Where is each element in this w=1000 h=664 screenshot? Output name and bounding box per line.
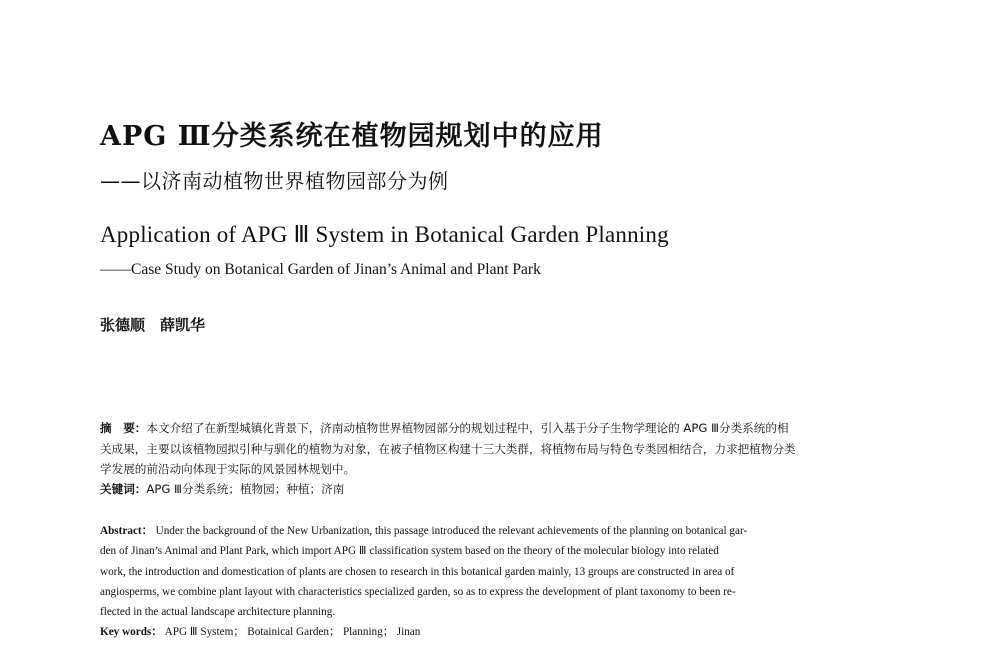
abstract-cn-line-3: 学发展的前沿动向体现于实际的风景园林规划中。 [100,462,356,476]
abstract-cn-line-1 [100,418,900,439]
abstract-en-line-2: den of Jinan’s Animal and Plant Park, which import APG Ⅲ classification system based on the theory of the molecular biology into related [100,545,719,558]
abstract-cn-text: 本文介绍了在新型城镇化背景下，济南动植物世界植物园部分的规划过程中，引入基于分子生物学理论的 APG Ⅲ分类系统的相 [146,421,789,435]
keywords-cn-value: APG Ⅲ分类系统；植物园；种植；济南 [146,482,345,496]
title-english: Application of APG Ⅲ System in Botanical Garden Planning [100,222,669,247]
abstract-chinese [100,418,900,480]
authors: 张德顺 薛凯华 [100,316,206,334]
keywords-cn-label: 关键词： [100,482,147,496]
subtitle-english: ——Case Study on Botanical Garden of Jinan’s Animal and Plant Park [100,261,541,278]
abstract-en-line-1 [100,521,895,541]
abstract-en-text: Under the background of the New Urbanization, this passage introduced the relevant achievements of the planning on botanical gar- [155,525,748,537]
keywords-chinese [100,481,344,497]
abstract-en-line-3: work, the introduction and domestication of plants are chosen to research in this botanical garden mainly, 13 groups are constructed in area of [100,565,735,578]
abstract-en-line-4: angiosperms, we combine plant layout with characteristics specialized garden, so as to express the development of plant taxonomy to been re- [100,585,736,598]
keywords-english [100,623,420,639]
keywords-en-label: Key words： [100,626,163,638]
keywords-en-value: APG Ⅲ System； Botainical Garden； Planning； Jinan [164,626,421,638]
abstract-en-label: Abstract： [100,525,153,537]
abstract-english [100,521,895,622]
abstract-cn-label: 摘 要： [100,421,147,435]
subtitle-chinese: ——以济南动植物世界植物园部分为例 [100,169,449,193]
title-chinese: APG Ⅲ分类系统在植物园规划中的应用 [100,121,604,152]
abstract-en-line-5: flected in the actual landscape architecture planning. [100,606,336,619]
abstract-cn-line-2: 关成果，主要以该植物园拟引种与驯化的植物为对象，在被子植物区构建十三大类群，将植物布局与特色专类园相结合，力求把植物分类 [100,441,796,456]
